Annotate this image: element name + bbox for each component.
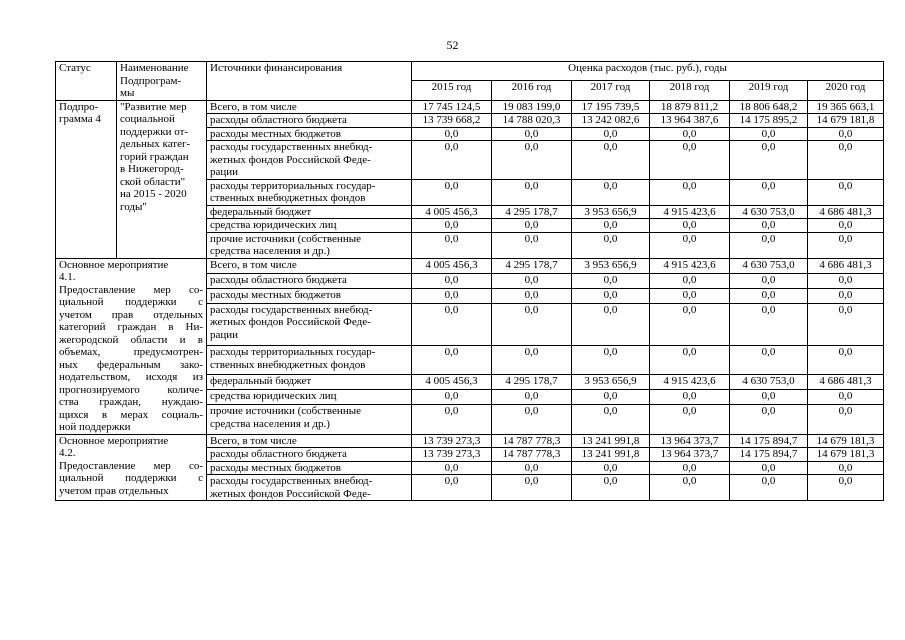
value-cell: 0,0 (492, 390, 572, 405)
source-line: жетных фондов Российской Феде- (210, 153, 371, 166)
value-cell: 0,0 (492, 219, 572, 233)
source-cell (207, 461, 412, 475)
value-cell: 14 788 020,3 (492, 114, 572, 128)
value-cell: 0,0 (412, 179, 492, 205)
value-cell: 0,0 (572, 390, 650, 405)
value-cell: 0,0 (650, 461, 730, 475)
source-line: рации (210, 166, 239, 178)
value-cell: 4 630 753,0 (730, 205, 808, 219)
value-cell: 13 964 373,7 (650, 434, 730, 448)
source-cell (207, 273, 412, 288)
source-cell (207, 375, 412, 390)
source-line: расходы государственных внебюд- (210, 141, 373, 153)
table-row (56, 434, 884, 448)
value-cell: 0,0 (492, 127, 572, 141)
source-cell (207, 475, 412, 501)
measure-line: категорий граждан в Ни- (59, 321, 203, 333)
subprogram-name-line: горий граждан (120, 150, 189, 163)
year-header: 2017 год (572, 81, 650, 100)
value-cell: 0,0 (730, 390, 808, 405)
value-cell: 0,0 (650, 219, 730, 233)
source-line: расходы областного бюджета (210, 114, 347, 126)
source-line: жетных фондов Российской Феде- (210, 487, 371, 500)
table-row (56, 258, 884, 273)
measure-line: прогнозируемого количе- (59, 383, 203, 396)
year-header: 2019 год (730, 81, 808, 100)
subprogram-name-line: годы" (120, 200, 147, 213)
subprogram-name-line: в Нижегород- (120, 163, 184, 175)
source-line: ственных внебюджетных фондов (210, 192, 366, 204)
source-cell (207, 434, 412, 448)
value-cell: 0,0 (412, 273, 492, 288)
value-cell: 0,0 (492, 141, 572, 180)
status-line: грамма 4 (59, 113, 101, 125)
value-cell: 0,0 (572, 461, 650, 475)
measure-line: жегородской области и в (59, 333, 203, 346)
value-cell: 4 915 423,6 (650, 258, 730, 273)
source-line: расходы территориальных государ- (210, 346, 376, 359)
source-cell (207, 219, 412, 233)
source-line: Всего, в том числе (210, 258, 297, 271)
source-line: прочие источники (собственные (210, 232, 361, 245)
source-cell (207, 346, 412, 375)
year-header: 2016 год (492, 81, 572, 100)
value-cell: 0,0 (650, 141, 730, 180)
header-status: Статус (56, 62, 117, 101)
subprogram-name-line: социальной (120, 113, 175, 125)
measure-line: ства граждан, нуждаю- (59, 396, 203, 408)
value-cell: 4 630 753,0 (730, 375, 808, 390)
value-cell: 0,0 (492, 273, 572, 288)
value-cell: 14 787 778,3 (492, 448, 572, 462)
value-cell: 4 005 456,3 (412, 375, 492, 390)
measure-line: щихся в мерах социаль- (59, 408, 203, 421)
source-cell (207, 405, 412, 434)
value-cell: 0,0 (572, 405, 650, 434)
measure-line: циальной поддержки с (59, 296, 203, 308)
value-cell: 0,0 (492, 232, 572, 258)
source-cell (207, 258, 412, 273)
subprogram-name-line: "Развитие мер (120, 100, 187, 113)
source-line: расходы местных бюджетов (210, 127, 342, 140)
value-cell: 0,0 (650, 390, 730, 405)
source-line: средства населения и др.) (210, 245, 330, 257)
value-cell: 0,0 (808, 232, 884, 258)
value-cell: 0,0 (650, 179, 730, 205)
measure-line: Предоставление мер со- (59, 283, 203, 296)
year-header: 2018 год (650, 81, 730, 100)
value-cell: 0,0 (808, 461, 884, 475)
measure-line: нодательством, исходя из (59, 371, 203, 383)
source-line: расходы областного бюджета (210, 273, 347, 286)
value-cell: 0,0 (412, 127, 492, 141)
value-cell: 0,0 (730, 288, 808, 303)
value-cell: 0,0 (492, 475, 572, 501)
value-cell: 0,0 (808, 127, 884, 141)
source-line: средства юридических лиц (210, 390, 337, 403)
value-cell: 0,0 (572, 219, 650, 233)
value-cell: 4 686 481,3 (808, 375, 884, 390)
measure-line: Основное мероприятие (59, 434, 169, 447)
source-line: расходы государственных внебюд- (210, 475, 373, 487)
value-cell: 0,0 (412, 346, 492, 375)
value-cell: 0,0 (572, 179, 650, 205)
value-cell: 4 005 456,3 (412, 258, 492, 273)
source-line: Всего, в том числе (210, 100, 297, 113)
source-line: расходы местных бюджетов (210, 288, 342, 301)
value-cell: 0,0 (492, 461, 572, 475)
value-cell: 4 295 178,7 (492, 375, 572, 390)
value-cell: 0,0 (650, 127, 730, 141)
value-cell: 3 953 656,9 (572, 375, 650, 390)
value-cell: 0,0 (730, 179, 808, 205)
value-cell: 13 964 387,6 (650, 114, 730, 128)
measure-line: Основное мероприятие (59, 258, 169, 271)
source-line: расходы местных бюджетов (210, 461, 342, 474)
source-cell (207, 303, 412, 346)
measure-cell (56, 258, 207, 434)
value-cell: 0,0 (572, 303, 650, 346)
header-name (117, 62, 207, 101)
header-estimate: Оценка расходов (тыс. руб.), годы (412, 62, 884, 81)
value-cell: 4 630 753,0 (730, 258, 808, 273)
source-line: средства юридических лиц (210, 219, 337, 231)
value-cell: 0,0 (492, 179, 572, 205)
value-cell: 0,0 (412, 405, 492, 434)
value-cell: 0,0 (730, 127, 808, 141)
value-cell: 0,0 (572, 127, 650, 141)
value-cell: 0,0 (730, 461, 808, 475)
value-cell: 0,0 (412, 141, 492, 180)
status-cell (56, 100, 117, 258)
value-cell: 0,0 (412, 288, 492, 303)
header-sources: Источники финансирования (207, 62, 412, 101)
value-cell: 14 679 181,3 (808, 434, 884, 448)
year-header: 2020 год (808, 81, 884, 100)
value-cell: 0,0 (730, 475, 808, 501)
source-cell (207, 205, 412, 219)
value-cell: 0,0 (730, 141, 808, 180)
value-cell: 14 175 895,2 (730, 114, 808, 128)
measure-line: Предоставление мер со- (59, 459, 203, 472)
source-line: расходы территориальных государ- (210, 179, 376, 192)
value-cell: 0,0 (730, 273, 808, 288)
value-cell: 4 915 423,6 (650, 375, 730, 390)
measure-line: объемах, предусмотрен- (59, 346, 203, 358)
subprogram-name-cell (117, 100, 207, 258)
value-cell: 19 365 663,1 (808, 100, 884, 114)
value-cell: 4 295 178,7 (492, 258, 572, 273)
source-cell (207, 127, 412, 141)
source-cell (207, 232, 412, 258)
source-line: федеральный бюджет (210, 205, 312, 218)
value-cell: 0,0 (412, 232, 492, 258)
source-line: средства населения и др.) (210, 417, 330, 430)
measure-line: ных федеральным зако- (59, 358, 203, 371)
value-cell: 0,0 (730, 232, 808, 258)
value-cell: 0,0 (572, 273, 650, 288)
source-line: расходы государственных внебюд- (210, 303, 373, 316)
value-cell: 0,0 (730, 303, 808, 346)
value-cell: 13 241 991,8 (572, 448, 650, 462)
value-cell: 4 686 481,3 (808, 205, 884, 219)
value-cell: 13 739 273,3 (412, 434, 492, 448)
value-cell: 0,0 (808, 179, 884, 205)
value-cell: 0,0 (650, 273, 730, 288)
subprogram-name-line: дельных катег- (120, 138, 191, 150)
subprogram-name-line: на 2015 - 2020 (120, 188, 187, 200)
value-cell: 0,0 (650, 232, 730, 258)
value-cell: 14 679 181,3 (808, 448, 884, 462)
status-line: Подпро- (59, 100, 99, 113)
value-cell: 0,0 (492, 405, 572, 434)
source-cell (207, 100, 412, 114)
source-cell (207, 390, 412, 405)
value-cell: 0,0 (808, 303, 884, 346)
value-cell: 0,0 (808, 288, 884, 303)
measure-line: учетом прав отдельных (59, 484, 169, 497)
source-line: прочие источники (собственные (210, 405, 361, 418)
value-cell: 0,0 (808, 475, 884, 501)
value-cell: 0,0 (730, 405, 808, 434)
value-cell: 4 295 178,7 (492, 205, 572, 219)
value-cell: 0,0 (730, 346, 808, 375)
source-line: жетных фондов Российской Феде- (210, 316, 371, 329)
value-cell: 0,0 (492, 303, 572, 346)
value-cell: 3 953 656,9 (572, 258, 650, 273)
measure-line: 4.1. (59, 271, 76, 283)
value-cell: 0,0 (808, 405, 884, 434)
value-cell: 0,0 (808, 273, 884, 288)
value-cell: 0,0 (808, 346, 884, 375)
value-cell: 14 175 894,7 (730, 448, 808, 462)
source-cell (207, 288, 412, 303)
source-line: Всего, в том числе (210, 434, 297, 447)
source-line: федеральный бюджет (210, 375, 312, 388)
value-cell: 0,0 (412, 475, 492, 501)
value-cell: 0,0 (808, 219, 884, 233)
subprogram-name-line: ской области" (120, 175, 186, 188)
header-name-line: Подпрограм- (120, 74, 182, 87)
measure-line: учетом прав отдельных (59, 308, 203, 321)
value-cell: 0,0 (650, 288, 730, 303)
value-cell: 19 083 199,0 (492, 100, 572, 114)
value-cell: 14 679 181,8 (808, 114, 884, 128)
value-cell: 0,0 (572, 141, 650, 180)
value-cell: 14 787 778,3 (492, 434, 572, 448)
source-cell (207, 114, 412, 128)
value-cell: 0,0 (808, 141, 884, 180)
table-body (56, 62, 884, 501)
source-cell (207, 179, 412, 205)
source-line: рации (210, 328, 239, 341)
value-cell: 0,0 (492, 346, 572, 375)
value-cell: 0,0 (412, 461, 492, 475)
value-cell: 4 686 481,3 (808, 258, 884, 273)
budget-table (55, 61, 884, 501)
value-cell: 0,0 (572, 232, 650, 258)
value-cell: 0,0 (572, 475, 650, 501)
value-cell: 0,0 (412, 219, 492, 233)
year-header: 2015 год (412, 81, 492, 100)
measure-cell (56, 434, 207, 501)
value-cell: 4 005 456,3 (412, 205, 492, 219)
value-cell: 14 175 894,7 (730, 434, 808, 448)
value-cell: 13 242 082,6 (572, 114, 650, 128)
value-cell: 0,0 (650, 346, 730, 375)
value-cell: 4 915 423,6 (650, 205, 730, 219)
value-cell: 0,0 (650, 475, 730, 501)
subprogram-name-line: поддержки от- (120, 125, 189, 138)
source-line: ственных внебюджетных фондов (210, 358, 366, 371)
value-cell: 17 195 739,5 (572, 100, 650, 114)
page-number: 52 (446, 38, 459, 52)
measure-line: ной поддержки (59, 421, 131, 433)
source-cell (207, 448, 412, 462)
value-cell: 0,0 (412, 303, 492, 346)
value-cell: 13 739 668,2 (412, 114, 492, 128)
value-cell: 0,0 (730, 219, 808, 233)
value-cell: 18 806 648,2 (730, 100, 808, 114)
value-cell: 13 739 273,3 (412, 448, 492, 462)
value-cell: 0,0 (808, 390, 884, 405)
header-name-line: мы (120, 87, 135, 99)
value-cell: 17 745 124,5 (412, 100, 492, 114)
value-cell: 0,0 (572, 288, 650, 303)
value-cell: 13 241 991,8 (572, 434, 650, 448)
table-row (56, 100, 884, 114)
value-cell: 0,0 (412, 390, 492, 405)
value-cell: 13 964 373,7 (650, 448, 730, 462)
value-cell: 18 879 811,2 (650, 100, 730, 114)
measure-line: 4.2. (59, 447, 76, 459)
source-line: расходы областного бюджета (210, 448, 347, 460)
value-cell: 0,0 (492, 288, 572, 303)
value-cell: 0,0 (650, 303, 730, 346)
header-name-line: Наименование (120, 62, 189, 74)
source-cell (207, 141, 412, 180)
value-cell: 0,0 (650, 405, 730, 434)
value-cell: 0,0 (572, 346, 650, 375)
measure-line: циальной поддержки с (59, 472, 203, 484)
value-cell: 3 953 656,9 (572, 205, 650, 219)
header-row (56, 62, 884, 81)
